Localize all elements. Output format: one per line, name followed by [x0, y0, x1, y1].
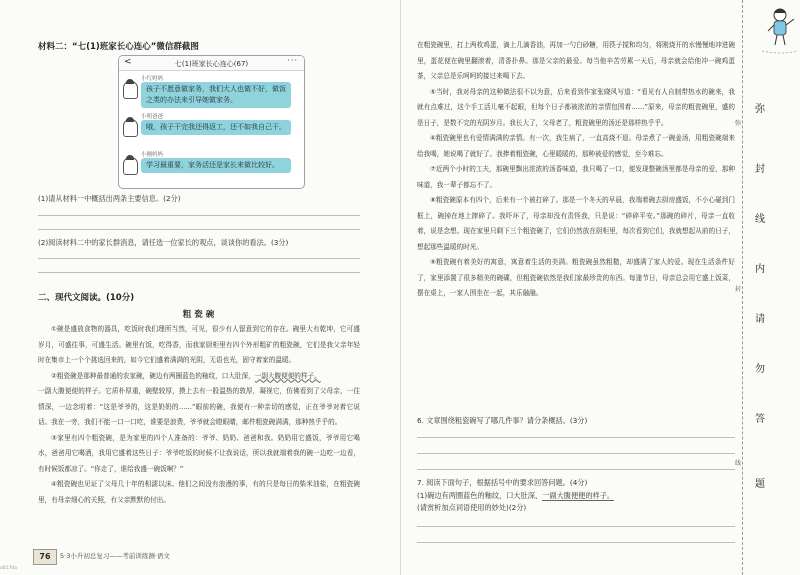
- binding-char: 请: [755, 314, 765, 325]
- q7-marked-phrase: 一副大腹便便的样子。: [542, 491, 615, 500]
- answer-line[interactable]: [38, 229, 360, 230]
- question-6: 6. 文章围绕粗瓷碗写了哪几件事？请分条概括。(3分): [417, 416, 588, 425]
- binding-small-char: 线: [735, 460, 742, 467]
- wechat-screenshot: [118, 55, 305, 189]
- binding-char: 勿: [755, 364, 765, 375]
- book-title: 5·3小升初总复习——考前训练测·语文: [60, 552, 170, 560]
- avatar: [123, 119, 138, 137]
- chat-sender: 小刚妈妈: [141, 152, 164, 158]
- paragraph-text: ②粗瓷碗是那种最普通的农家碗，碗边有两圈蓝色的釉纹，口大肚深，: [51, 371, 255, 380]
- answer-line[interactable]: [417, 526, 735, 527]
- chat-group-title: 七(1)班家长心连心(67): [174, 60, 249, 68]
- avatar: [123, 157, 138, 175]
- chat-bubble: 孩子不愿意做家务，我们大人也做不好，做饭之类的办法来引导她做家务。: [141, 82, 291, 108]
- wavy-underlined-sentence: 一副大腹便便的样子。: [254, 371, 321, 380]
- binding-char: 线: [755, 214, 765, 225]
- more-icon: ···: [287, 56, 298, 65]
- chat-header: [119, 56, 304, 71]
- chat-bubble: 学习最重要，家务活还是家长来做比较好。: [141, 158, 291, 173]
- answer-line[interactable]: [417, 453, 735, 454]
- material2-title: 材料二：“七(1)班家长心连心”微信群截图: [38, 42, 199, 52]
- article-title: 粗瓷碗: [182, 310, 218, 320]
- avatar: [123, 81, 138, 99]
- chat-sender: 小红妈妈: [141, 76, 164, 82]
- article-body-right: [417, 38, 735, 408]
- paragraph: ⑤当时，我对母亲的这种做法很不以为意，后来看到作家张晓风写道：“看见有人自制带热水的碗来，我就有点难过，这个手工活儿毫不起眼，但每个日子都被浓浓的亲情包围着……”原来，母亲的粗瓷碗里，盛的是日子，是数不完的光阴岁月。我长大了，父母老了，粗瓷碗里的汤还是那样热乎乎。: [417, 87, 735, 127]
- paragraph: ⑦近两个小时的工夫，那碗里飘出浓浓的汤香味道，我只喝了一口，便发现整碗汤里都是母亲的爱，那种味道，我一辈子都忘不了。: [417, 165, 735, 189]
- paragraph: ④粗瓷碗也见证了父母几十年的相濡以沫。他们之间没有浪漫的事，有的只是每日的柴米油盐，在粗瓷碗里，有母亲细心的关照，有父亲默默的付出。: [38, 480, 360, 504]
- paragraph: ⑥粗瓷碗里也有爱情满满的亲情。有一次，我生病了，一直高烧不退。母亲煮了一碗姜汤，用粗瓷碗端来给我喝，她说喝了就好了。我捧着粗瓷碗，心里暖暖的，那种被爱的感觉，至今难忘。: [417, 134, 735, 158]
- answer-line[interactable]: [38, 272, 360, 273]
- binding-char: 弥: [755, 104, 765, 115]
- binding-line: [742, 0, 744, 575]
- chat-bubble: 哦，孩子干完我还得返工，还不如我自己干。: [141, 120, 291, 135]
- chat-sender: 小明爸爸: [141, 114, 164, 120]
- binding-char: 答: [755, 414, 765, 425]
- binding-char: 题: [755, 479, 765, 490]
- question-7: 7. 阅读下面句子，根据括号中的要求回答问题。(4分): [417, 478, 588, 487]
- section2-title: 二、现代文阅读。(10分): [38, 293, 135, 303]
- question-7-1-prompt: (请赏析加点词语使用的妙处)(2分): [417, 503, 527, 512]
- answer-line[interactable]: [38, 215, 360, 216]
- question-1: (1)请从材料一中概括出两条主要信息。(2分): [38, 194, 181, 203]
- q7-sentence-start: (1)碗边有两圈蓝色的釉纹，口大肚深，: [417, 491, 543, 500]
- answer-line[interactable]: [417, 437, 735, 438]
- question-7-1: [417, 491, 614, 501]
- paragraph: [38, 369, 360, 385]
- corner-mark: a0170a: [0, 566, 17, 571]
- binding-small-char: 封: [735, 286, 742, 293]
- answer-line[interactable]: [417, 542, 735, 543]
- binding-small-char: 弥: [735, 120, 742, 127]
- paragraph: ①碗是盛放食物的器具，吃饭时我们理所当然，可见，很少有人留意到它的存在。碗里大有乾坤，它可盛岁月，可盛往事，可盛生活。碗里有饭，吃得香，而我家厨柜里有四个外形粗矿的粗瓷碗，它们是我父亲年轻时在集市上一个个挑选回来的，如今它们盛着满满的光阴，无语也光，固守着家的温暖。: [38, 325, 360, 364]
- article-body-left: [38, 322, 360, 546]
- page-number: 76: [33, 549, 57, 565]
- paragraph: 在粗瓷碗里，打上两枚鸡蛋，滴上几滴香油，再加一勺白砂糖，用筷子搅和均匀，将刚烧开的水慢慢地冲进碗里，蛋花便在碗里翻滚着，清香扑鼻。那是父亲的最爱。每当他辛苦劳累一天后，母亲就会给他冲一碗鸡蛋茶，父亲总是乐呵呵的接过来喝下去。: [417, 41, 735, 80]
- paragraph: ⑧粗瓷碗原本有四个，后来有一个被打碎了。那是一个冬天的早晨，我端着碗去厨房盛饭，不小心碰到门框上，碗掉在地上摔碎了。我吓坏了，母亲却没有责怪我，只是说：“碎碎平安。”那碗的碎片，母亲一直收着，说是念想。现在家里只剩下三个粗瓷碗了，它们仍然放在厨柜里，每次看到它们，我就想起从前的日子，想起那些温暖的时光。: [417, 196, 735, 251]
- back-icon: <: [124, 57, 132, 67]
- paragraph: ③家里有四个粗瓷碗，是为家里的四个人准备的：爷爷、奶奶、爸爸和我。奶奶用它盛饭，爷爷用它喝水，爸爸用它喝酒，我用它盛着这些日子：爷爷吃饭的时候不让我说话，所以我就端着我的碗一边吃一边看，有时候饭都凉了。“你走了，谁给我盛一碗饭啊？”: [38, 433, 360, 473]
- binding-char: 封: [755, 164, 765, 175]
- answer-line[interactable]: [38, 258, 360, 259]
- question-2: (2)阅读材料二中的家长群消息，请任选一位家长的观点，谈谈你的看法。(3分): [38, 238, 289, 247]
- answer-line[interactable]: [417, 469, 735, 470]
- paragraph: 一副大腹便便的样子。它质朴厚重，碗壁较厚，摸上去有一股温热的敦厚，凝视它，仿佛看到了父母亲，一往情深，一边念叨着：“这是爷爷的，这是奶奶的……”眼前的碗，我便有一种亲切的感觉，正在爷爷对着它说话。我在一旁，我们不能一口一口吃，谁要是浪费，爷爷就会瞪眼睛，邮件粗瓷碗满满，那种热乎乎的。: [38, 387, 360, 426]
- binding-char: 内: [755, 264, 765, 275]
- paragraph: ⑨粗瓷碗有着美好的寓意，寓意着生活的美满。粗瓷碗虽然粗糙，却盛满了家人的爱。现在生活条件好了，家里添置了很多精美的碗碟，但粗瓷碗依然是我们家最珍贵的东西。每逢节日，母亲总会用它盛上饭菜，摆在桌上，一家人围坐在一起，其乐融融。: [417, 258, 735, 297]
- mascot-icon: [760, 5, 800, 65]
